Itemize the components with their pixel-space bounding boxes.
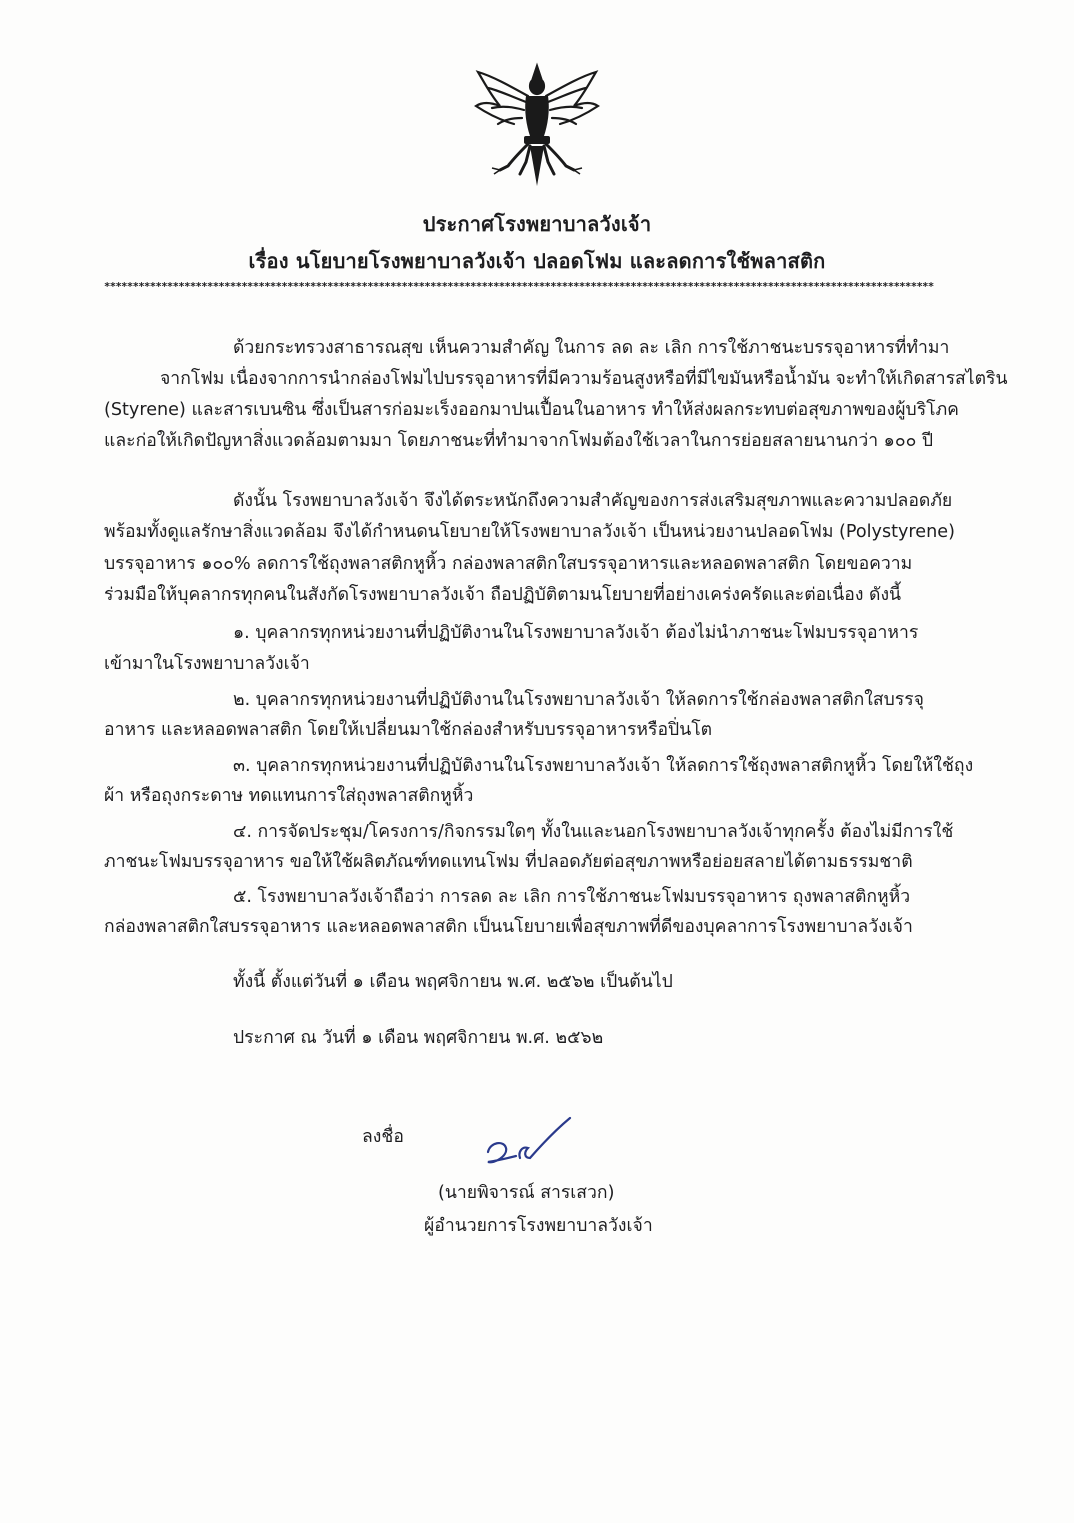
para1-line-3: (Styrene) และสารเบนซิน ซึ่งเป็นสารก่อมะเร็งออกมาปนเปื้อนในอาหาร ทำให้ส่งผลกระทบต่อสุขภาพของผู้บริโภค bbox=[104, 400, 959, 420]
item-2-line-1: ๒. บุคลากรทุกหน่วยงานที่ปฏิบัติงานในโรงพยาบาลวังเจ้า ให้ลดการใช้กล่องพลาสติกใสบรรจุ bbox=[233, 690, 924, 710]
item-4-line-2: ภาชนะโฟมบรรจุอาหาร ขอให้ใช้ผลิตภัณฑ์ทดแทนโฟม ที่ปลอดภัยต่อสุขภาพหรือย่อยสลายได้ตามธรรมชาติ bbox=[104, 852, 913, 872]
item-2-line-2: อาหาร และหลอดพลาสติก โดยให้เปลี่ยนมาใช้กล่องสำหรับบรรจุอาหารหรือปิ่นโต bbox=[104, 720, 713, 740]
para2-line-2: พร้อมทั้งดูแลรักษาสิ่งแวดล้อม จึงได้กำหนดนโยบายให้โรงพยาบาลวังเจ้า เป็นหน่วยงานปลอดโฟม (Polystyrene) bbox=[104, 522, 955, 542]
separator-line: ************************************************************************************************************************************************* bbox=[104, 281, 934, 293]
para1-line-2: จากโฟม เนื่องจากการนำกล่องโฟมไปบรรจุอาหารที่มีความร้อนสูงหรือที่มีไขมันหรือน้ำมัน จะทำให้เกิดสารสไตริน bbox=[160, 369, 1008, 389]
item-1-line-2: เข้ามาในโรงพยาบาลวังเจ้า bbox=[104, 654, 310, 674]
para2-line-3: บรรจุอาหาร ๑๐๐% ลดการใช้ถุงพลาสติกหูหิ้ว กล่องพลาสติกใสบรรจุอาหารและหลอดพลาสติก โดยขอความ bbox=[104, 554, 913, 574]
item-5-line-1: ๕. โรงพยาบาลวังเจ้าถือว่า การลด ละ เลิก การใช้ภาชนะโฟมบรรจุอาหาร ถุงพลาสติกหูหิ้ว bbox=[233, 887, 911, 907]
para1-line-1: ด้วยกระทรวงสาธารณสุข เห็นความสำคัญ ในการ ลด ละ เลิก การใช้ภาชนะบรรจุอาหารที่ทำมา bbox=[233, 338, 950, 358]
para2-line-1: ดังนั้น โรงพยาบาลวังเจ้า จึงได้ตระหนักถึงความสำคัญของการส่งเสริมสุขภาพและความปลอดภัย bbox=[233, 491, 953, 511]
effective-date: ทั้งนี้ ตั้งแต่วันที่ ๑ เดือน พฤศจิกายน พ.ศ. ๒๕๖๒ เป็นต้นไป bbox=[233, 972, 673, 992]
signer-name: (นายพิจารณ์ สารเสวก) bbox=[438, 1183, 615, 1203]
para1-line-4: และก่อให้เกิดปัญหาสิ่งแวดล้อมตามมา โดยภาชนะที่ทำมาจากโฟมต้องใช้เวลาในการย่อยสลายนานกว่า ๑๐๐ ปี bbox=[104, 431, 934, 451]
title-line-2: เรื่อง นโยบายโรงพยาบาลวังเจ้า ปลอดโฟม และลดการใช้พลาสติก bbox=[248, 249, 826, 273]
item-5-line-2: กล่องพลาสติกใสบรรจุอาหาร และหลอดพลาสติก เป็นนโยบายเพื่อสุขภาพที่ดีของบุคลาการโรงพยาบาลวังเจ้า bbox=[104, 917, 913, 937]
signer-position: ผู้อำนวยการโรงพยาบาลวังเจ้า bbox=[424, 1216, 653, 1236]
garuda-emblem-icon bbox=[470, 62, 604, 188]
signature-label: ลงชื่อ bbox=[362, 1127, 404, 1147]
announcement-date: ประกาศ ณ วันที่ ๑ เดือน พฤศจิกายน พ.ศ. ๒๕๖๒ bbox=[233, 1028, 604, 1048]
item-4-line-1: ๔. การจัดประชุม/โครงการ/กิจกรรมใดๆ ทั้งในและนอกโรงพยาบาลวังเจ้าทุกครั้ง ต้องไม่มีการใช้ bbox=[233, 822, 954, 842]
title-line-1: ประกาศโรงพยาบาลวังเจ้า bbox=[422, 212, 652, 236]
handwritten-signature bbox=[478, 1112, 578, 1172]
item-1-line-1: ๑. บุคลากรทุกหน่วยงานที่ปฏิบัติงานในโรงพยาบาลวังเจ้า ต้องไม่นำภาชนะโฟมบรรจุอาหาร bbox=[233, 623, 919, 643]
para2-line-4: ร่วมมือให้บุคลากรทุกคนในสังกัดโรงพยาบาลวังเจ้า ถือปฏิบัติตามนโยบายที่อย่างเคร่งครัดและต่อเนื่อง ดังนี้ bbox=[104, 585, 902, 605]
item-3-line-1: ๓. บุคลากรทุกหน่วยงานที่ปฏิบัติงานในโรงพยาบาลวังเจ้า ให้ลดการใช้ถุงพลาสติกหูหิ้ว โดยให้ใช้ถุง bbox=[233, 756, 974, 776]
item-3-line-2: ผ้า หรือถุงกระดาษ ทดแทนการใส่ถุงพลาสติกหูหิ้ว bbox=[104, 786, 474, 806]
